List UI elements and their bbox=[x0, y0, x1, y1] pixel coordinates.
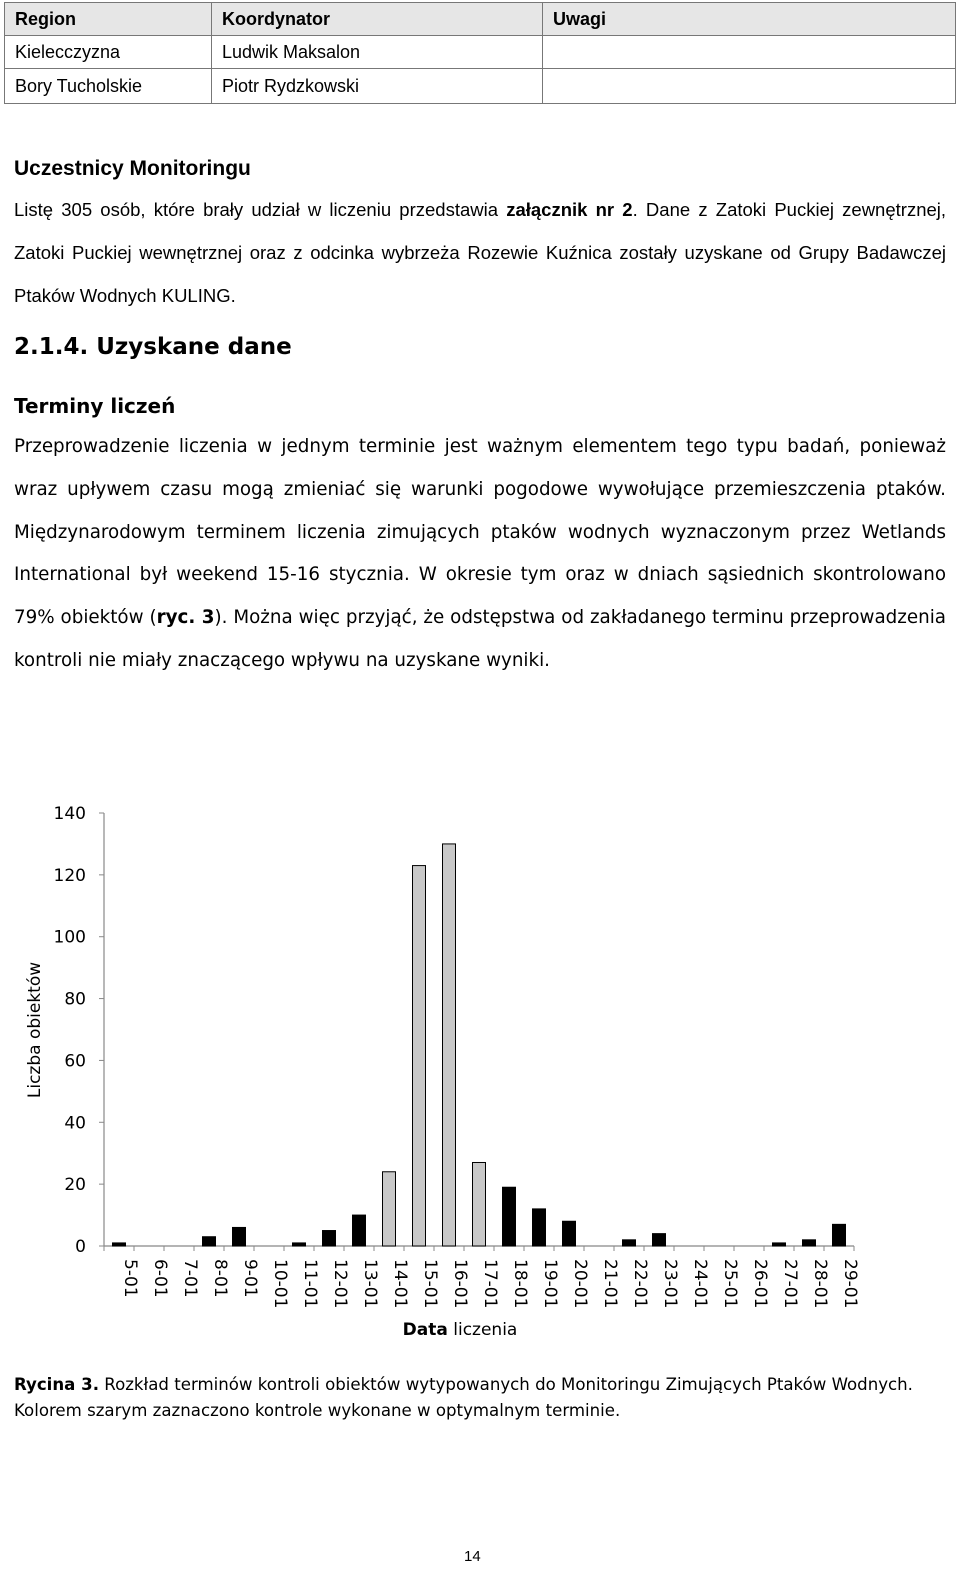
x-tick-label: 5-01 bbox=[120, 1259, 140, 1298]
x-tick-label: 29-01 bbox=[840, 1259, 860, 1309]
caption-text: Rozkład terminów kontroli obiektów wytypowanych do Monitoringu Zimujących Ptaków Wodnych. Kolorem szarym zaznaczono kontrole wykonane w optymalnym terminie. bbox=[14, 1375, 913, 1420]
y-tick-label: 140 bbox=[53, 804, 86, 824]
y-tick-label: 40 bbox=[64, 1113, 86, 1134]
x-tick-label: 6-01 bbox=[150, 1259, 170, 1298]
attachment-reference: załącznik nr 2 bbox=[506, 199, 633, 220]
bar-15-01 bbox=[413, 866, 426, 1246]
x-tick-label: 22-01 bbox=[630, 1259, 650, 1309]
x-tick-label: 7-01 bbox=[180, 1259, 200, 1298]
x-tick-label: 11-01 bbox=[300, 1259, 320, 1309]
page-number: 14 bbox=[464, 1548, 481, 1565]
bar-5-01 bbox=[113, 1243, 126, 1246]
x-tick-label: 24-01 bbox=[690, 1259, 710, 1309]
y-tick-label: 20 bbox=[64, 1175, 86, 1196]
table-header-coordinator: Koordynator bbox=[212, 3, 543, 36]
section-paragraph bbox=[14, 426, 946, 683]
x-tick-label: 12-01 bbox=[330, 1259, 350, 1309]
table-cell bbox=[543, 36, 956, 69]
x-tick-label: 21-01 bbox=[600, 1259, 620, 1309]
y-axis-label: Liczba obiektów bbox=[25, 961, 45, 1099]
figure-reference: ryc. 3 bbox=[156, 607, 215, 629]
bar-13-01 bbox=[353, 1215, 366, 1246]
table-cell: Ludwik Maksalon bbox=[212, 36, 543, 69]
section-text-a: Przeprowadzenie liczenia w jednym terminie jest ważnym elementem tego typu badań, ponieważ wraz upływem czasu mogą zmieniać się warunki pogodowe wywołujące przemieszczenia ptaków. Międzynarodowym terminem liczenia zimujących ptaków wodnych wyznaczonym przez Wetlands International był weekend 15-16 stycznia. W okresie tym oraz w dniach sąsiednich skontrolowano 79% obiektów ( bbox=[14, 436, 946, 629]
x-tick-label: 19-01 bbox=[540, 1259, 560, 1309]
regions-table bbox=[4, 2, 956, 104]
table-cell: Kielecczyzna bbox=[5, 36, 212, 69]
x-tick-label: 8-01 bbox=[210, 1259, 230, 1298]
bar-27-01 bbox=[773, 1243, 786, 1246]
section-text-c: ). Można więc przyjąć, że odstępstwa od zakładanego terminu przeprowadzenia kontroli nie miały znaczącego wpływu na uzyskane wyniki. bbox=[14, 607, 946, 671]
x-tick-label: 14-01 bbox=[390, 1259, 410, 1309]
bar-23-01 bbox=[653, 1234, 666, 1246]
x-tick-label: 16-01 bbox=[450, 1259, 470, 1309]
y-tick-label: 0 bbox=[75, 1237, 86, 1257]
x-tick-label: 26-01 bbox=[750, 1259, 770, 1309]
bar-22-01 bbox=[623, 1240, 636, 1246]
y-tick-label: 80 bbox=[64, 989, 86, 1010]
x-tick-label: 20-01 bbox=[570, 1259, 590, 1309]
bar-16-01 bbox=[443, 844, 456, 1246]
y-tick-label: 100 bbox=[53, 927, 86, 948]
y-tick-label: 120 bbox=[53, 865, 86, 886]
bar-20-01 bbox=[563, 1221, 576, 1246]
table-header-notes: Uwagi bbox=[543, 3, 956, 36]
participants-text-c: . Dane z Zatoki Puckiej zewnętrznej, Zatoki Puckiej wewnętrznej oraz z odcinka wybrzeża Rozewie Kuźnica zostały uzyskane od Grupy Badawczej Ptaków Wodnych KULING. bbox=[14, 199, 947, 306]
caption-label: Rycina 3. bbox=[14, 1375, 100, 1394]
table-row bbox=[5, 69, 956, 104]
x-tick-label: 23-01 bbox=[660, 1259, 680, 1309]
x-tick-label: 10-01 bbox=[270, 1259, 290, 1309]
section-subheading: Terminy liczeń bbox=[14, 394, 176, 418]
participants-title: Uczestnicy Monitoringu bbox=[14, 157, 251, 180]
bar-17-01 bbox=[473, 1162, 486, 1246]
bar-28-01 bbox=[803, 1240, 816, 1246]
bar-14-01 bbox=[383, 1172, 396, 1246]
table-row bbox=[5, 36, 956, 69]
participants-paragraph bbox=[14, 188, 946, 317]
bar-9-01 bbox=[233, 1227, 246, 1246]
x-tick-label: 17-01 bbox=[480, 1259, 500, 1309]
bar-29-01 bbox=[833, 1224, 846, 1246]
x-tick-label: 18-01 bbox=[510, 1259, 530, 1309]
bar-chart bbox=[0, 790, 960, 1350]
x-tick-label: 25-01 bbox=[720, 1259, 740, 1309]
x-tick-label: 9-01 bbox=[240, 1259, 260, 1298]
bar-12-01 bbox=[323, 1231, 336, 1246]
x-tick-label: 13-01 bbox=[360, 1259, 380, 1309]
table-header-region: Region bbox=[5, 3, 212, 36]
bar-11-01 bbox=[293, 1243, 306, 1246]
table-cell: Piotr Rydzkowski bbox=[212, 69, 543, 104]
x-axis-label: Data liczenia bbox=[402, 1320, 518, 1340]
y-tick-label: 60 bbox=[64, 1051, 86, 1072]
participants-text-a: Listę 305 osób, które brały udział w liczeniu przedstawia bbox=[14, 199, 507, 220]
x-tick-label: 15-01 bbox=[420, 1259, 440, 1309]
bar-8-01 bbox=[203, 1237, 216, 1246]
figure-caption bbox=[14, 1372, 914, 1424]
x-tick-label: 27-01 bbox=[780, 1259, 800, 1309]
section-heading: 2.1.4. Uzyskane dane bbox=[14, 334, 292, 360]
bar-18-01 bbox=[503, 1187, 516, 1246]
table-cell bbox=[543, 69, 956, 104]
x-tick-label: 28-01 bbox=[810, 1259, 830, 1309]
table-cell: Bory Tucholskie bbox=[5, 69, 212, 104]
table-header-row bbox=[5, 3, 956, 36]
bar-19-01 bbox=[533, 1209, 546, 1246]
